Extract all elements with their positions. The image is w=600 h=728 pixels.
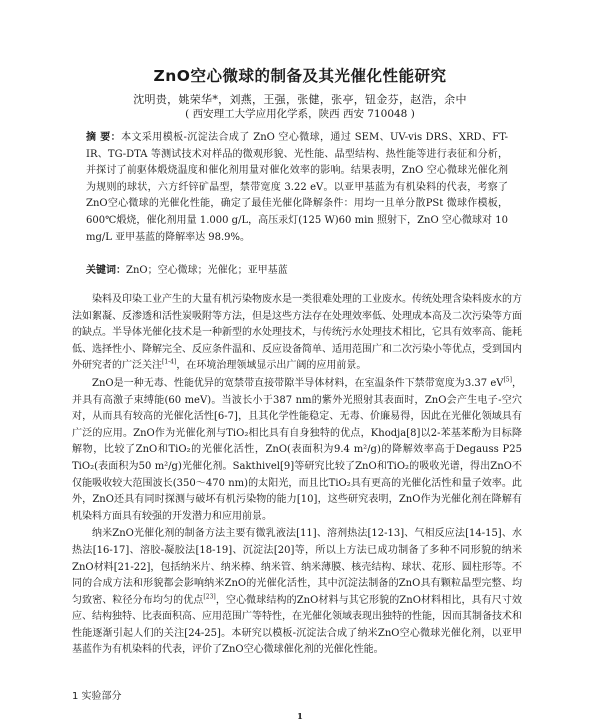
paragraph: ZnO是一种无毒、性能优异的宽禁带直接带隙半导体材料，在室温条件下禁带宽度为3.37 eV[5]，并具有高激子束缚能(60 meV)。当波长小于387 nm的紫外光照射其表面时，ZnO会产生电子-空穴对，从而具有较高的光催化活性[6-7]，且其化学性能稳定、无毒、价廉易得，因此在光催化领域具有广泛的应用。ZnO作为光催化剂与TiO₂相比具有自身独特的优点，Khodja[8]以2-苯基苯酚为目标降解物，比较了ZnO和TiO₂的光催化活性，ZnO(表面积为9.4 m²/g)的降解效率高于Degauss P25 TiO₂(表面积为50 m²/g)光催化剂。Sakthivel[9]等研究比较了ZnO和TiO₂的吸收光谱，得出ZnO不仅能吸收较大范围波长(350～470 nm)的太阳光，而且比TiO₂具有更高的光催化活性和量子效率。此外，ZnO还具有同时探测与破坏有机污染物的能力[10]，这些研究表明，ZnO作为光催化剂在降解有机染料方面具有较强的开发潜力和应用前景。	[72, 376, 523, 522]
author-list: 沈明贵，姚荣华*，刘燕，王强，张健，张亭，钮金芬，赵浩，余中	[133, 93, 467, 106]
citation: [23]	[203, 593, 216, 601]
page-number: 1	[297, 712, 303, 722]
affiliation: ( 西安理工大学应用化学系，陕西 西安 710048 )	[185, 108, 415, 120]
keywords	[86, 263, 508, 279]
section-heading: 1 实验部分	[72, 691, 122, 702]
keywords-label: 关键词：	[86, 265, 126, 276]
paragraph: 染料及印染工业产生的大量有机污染物废水是一类很难处理的工业废水。传统处理含染料废水的方法如絮凝、反渗透和活性炭吸附等方法，但是这些方法存在处理效率低、处理成本高及二次污染等方面的缺点。半导体光催化技术是一种新型的水处理技术，与传统污水处理技术相比，它具有效率高、能耗低、选择性小、降解完全、反应条件温和、反应设备简单、适用范围广和二次污染小等优点，受到国内外研究者的广泛关注[1-4]，在环境治理领域显示出广阔的应用前景。	[72, 294, 522, 372]
body-text	[72, 292, 522, 660]
abstract	[86, 130, 508, 246]
paragraph: 纳米ZnO光催化剂的制备方法主要有微乳液法[11]、溶剂热法[12-13]、气相反应法[14-15]、水热法[16-17]、溶胶-凝胶法[18-19]、沉淀法[20]等，所以上方法已成功制备了多种不同形貌的纳米ZnO材料[21-22]，包括纳米片、纳米棒、纳米管、纳米薄膜、核壳结构、球状、花形、圆柱形等。不同的合成方法和形貌都会影响纳米ZnO的光催化活性，其中沉淀法制备的ZnO具有颗粒晶型完整、均匀致密、粒径分布均匀的优点[23]，空心微球结构的ZnO材料与其它形貌的ZnO材料相比，具有尺寸效应、结构独特、比表面积高、应用范围广等特性，在光催化领域表现出独特的性能，因而其制备技术和性能逐渐引起人们的关注[24-25]。本研究以模板-沉淀法合成了纳米ZnO空心微球光催化剂，以亚甲基蓝作为有机染料的代表，评价了ZnO空心微球催化剂的光催化性能。	[72, 528, 522, 656]
abstract-text: 本文采用模板-沉淀法合成了 ZnO 空心微球，通过 SEM、UV-vis DRS、XRD、FT-IR、TG-DTA 等测试技术对样品的微观形貌、光性能、晶型结构、热性能等进行表征和分析，并探讨了前驱体煅烧温度和催化剂用量对催化效率的影响。结果表明，ZnO 空心微球光催化剂为规则的球状，六方纤锌矿晶型，禁带宽度 3.22 eV。以亚甲基蓝为有机染料的代表，考察了 ZnO空心微球的光催化性能，确定了最佳光催化降解条件：用均一且单分散PSt 微球作模板，600℃煅烧，催化剂用量 1.000 g/L，高压汞灯(125 W)60 min 照射下，ZnO 空心微球对 10 mg/L 亚甲基蓝的降解率达 98.9%。	[86, 132, 509, 243]
paper-title: ZnO空心微球的制备及其光催化性能研究	[153, 67, 447, 85]
citation: [1-4]	[162, 359, 177, 367]
keywords-text: ZnO；空心微球；光催化；亚甲基蓝	[126, 265, 288, 276]
abstract-label: 摘 要：	[86, 132, 122, 143]
citation: [5]	[503, 376, 512, 384]
